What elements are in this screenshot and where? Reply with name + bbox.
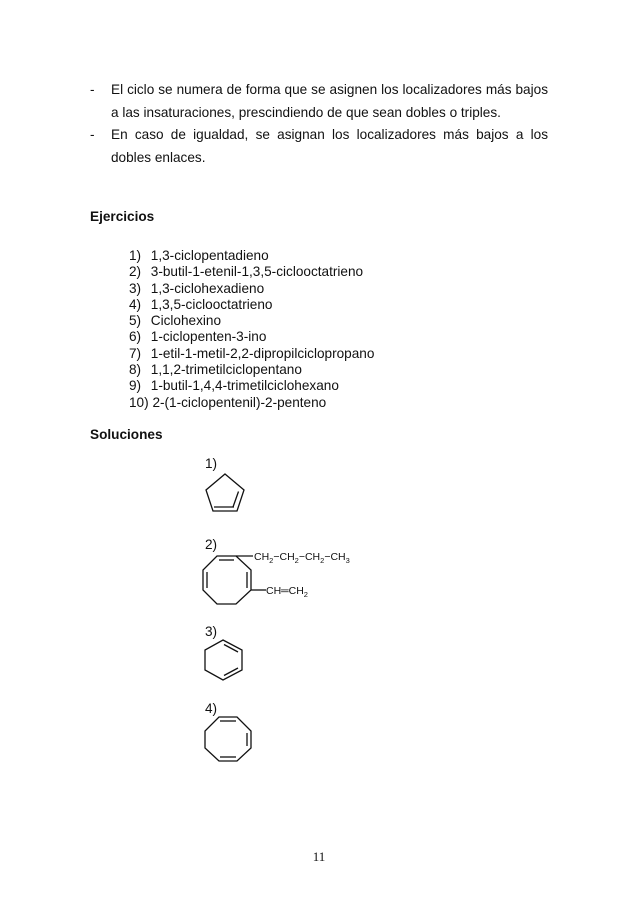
exercise-item <box>129 329 374 345</box>
cyclopentadiene-structure <box>200 470 255 515</box>
rules-list <box>90 79 548 169</box>
solution-label: 4) <box>205 701 218 716</box>
exercise-name: 1,3-ciclohexadieno <box>150 280 265 296</box>
page-number: 11 <box>312 849 326 864</box>
butyl-ethenyl-cyclooctatriene-structure <box>200 550 380 612</box>
exercise-item <box>129 395 374 411</box>
exercise-item <box>129 264 374 280</box>
ring-bond <box>205 717 251 761</box>
exercise-number: 2) <box>129 264 142 280</box>
cyclohexadiene-structure <box>200 637 248 683</box>
exercise-name: 3-butil-1-etenil-1,3,5-ciclooctatrieno <box>150 264 364 280</box>
double-bond-line <box>224 645 238 653</box>
butyl-chain-label: $CH_2-CH_2-CH_2-CH_3$ <box>254 551 350 565</box>
exercise-name: 1,3,5-ciclooctatrieno <box>150 296 273 312</box>
exercise-name: 1-butil-1,4,4-trimetilciclohexano <box>150 378 339 394</box>
exercise-item <box>129 346 374 362</box>
solutions-heading: Soluciones <box>90 427 163 442</box>
exercise-number: 8) <box>129 362 142 378</box>
solution-label: 2) <box>205 537 218 552</box>
exercise-name: Ciclohexino <box>150 313 222 329</box>
exercise-item <box>129 313 374 329</box>
exercise-name: 2-(1-ciclopentenil)-2-penteno <box>152 394 327 410</box>
exercise-list <box>129 248 374 411</box>
exercise-number: 6) <box>129 329 142 345</box>
exercise-name: 1,1,2-trimetilciclopentano <box>150 362 302 378</box>
solution-label: 1) <box>205 456 218 471</box>
rule-dash: - <box>90 127 95 142</box>
ring-bond <box>205 640 242 680</box>
exercise-number: 3) <box>129 280 142 296</box>
exercise-name: 1,3-ciclopentadieno <box>150 248 269 263</box>
rule-item <box>90 124 548 169</box>
exercises-heading: Ejercicios <box>90 209 155 224</box>
exercise-number: 4) <box>129 296 142 312</box>
vinyl-group-label: $CH═CH_2$ <box>266 585 308 599</box>
rule-dash: - <box>90 82 95 97</box>
double-bond-line <box>233 492 239 508</box>
solution-label: 3) <box>205 624 218 639</box>
exercise-name: 1-ciclopenten-3-ino <box>150 329 267 345</box>
exercise-item <box>129 297 374 313</box>
cyclooctatriene-structure <box>200 714 256 764</box>
exercise-item <box>129 378 374 394</box>
exercise-name: 1-etil-1-metil-2,2-dipropilciclopropano <box>150 345 375 361</box>
rule-text: El ciclo se numera de forma que se asignen los localizadores más bajos a las insaturaciones, prescindiendo de que sean dobles o triples. <box>111 82 548 120</box>
exercise-item <box>129 362 374 378</box>
ring-bond <box>203 556 251 604</box>
double-bond-line <box>224 668 238 676</box>
exercise-number: 5) <box>129 313 142 329</box>
exercise-number: 10) <box>129 394 149 410</box>
exercise-item <box>129 281 374 297</box>
exercise-number: 7) <box>129 345 142 361</box>
rule-text: En caso de igualdad, se asignan los localizadores más bajos a los dobles enlaces. <box>111 127 548 165</box>
exercise-item <box>129 248 374 264</box>
rule-item <box>90 79 548 124</box>
exercise-number: 9) <box>129 378 142 394</box>
exercise-number: 1) <box>129 248 142 263</box>
